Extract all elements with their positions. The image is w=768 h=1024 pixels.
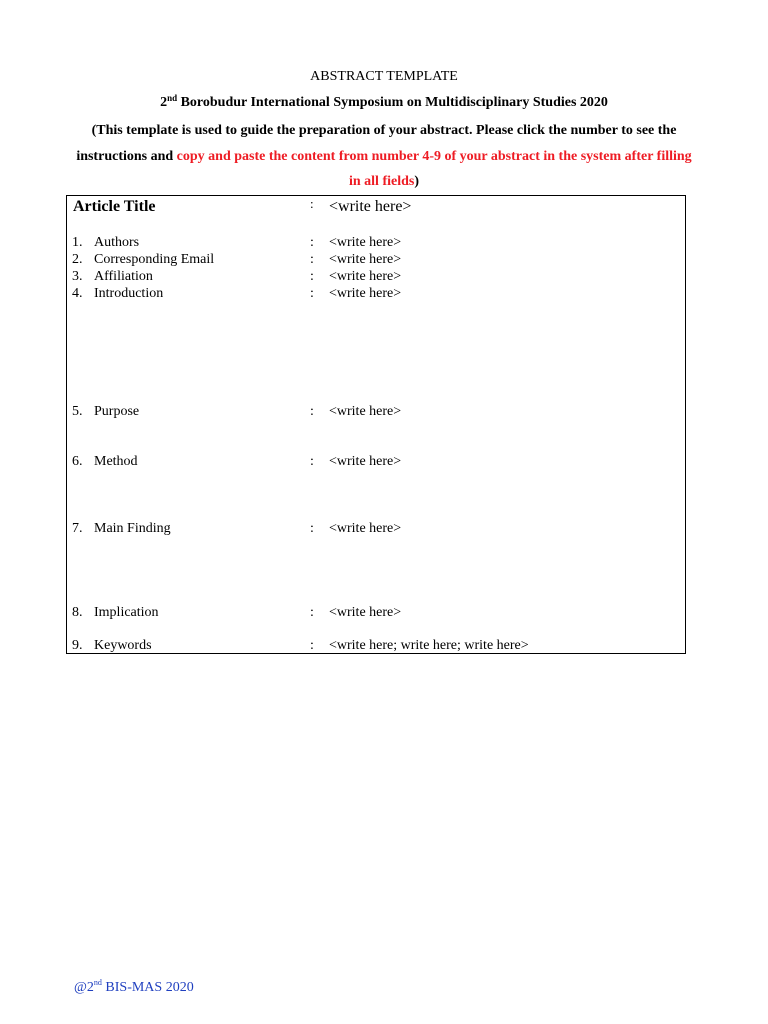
- subtitle-ordinal-number: 2: [160, 95, 168, 110]
- field-label: Corresponding Email: [94, 252, 215, 267]
- field-value[interactable]: <write here>: [329, 454, 402, 469]
- field-label: Main Finding: [94, 521, 171, 536]
- subtitle-ordinal-suffix: nd: [167, 93, 178, 103]
- footer-prefix: @2: [74, 980, 94, 995]
- article-title-value[interactable]: <write here>: [329, 198, 412, 215]
- field-label: Authors: [94, 235, 140, 250]
- field-label: Purpose: [94, 404, 140, 419]
- field-value[interactable]: <write here>: [329, 605, 402, 620]
- field-value[interactable]: <write here>: [329, 521, 402, 536]
- field-number[interactable]: 6.: [72, 454, 83, 469]
- instructions-text: (This template is used to guide the preparation of your abstract. Please click the number to see the instructions and: [76, 123, 677, 164]
- field-row-keywords: [67, 637, 685, 654]
- field-value[interactable]: <write here>: [329, 235, 402, 250]
- separator-colon: :: [310, 605, 314, 620]
- field-label: Introduction: [94, 286, 164, 301]
- field-number[interactable]: 9.: [72, 638, 83, 653]
- instructions-close-paren: ): [414, 174, 420, 189]
- article-title-label: Article Title: [73, 198, 156, 215]
- footer-ordinal-suffix: nd: [93, 978, 102, 987]
- field-value[interactable]: <write here>: [329, 404, 402, 419]
- field-value[interactable]: <write here; write here; write here>: [329, 638, 529, 653]
- field-row-affiliation: [67, 268, 685, 285]
- field-number[interactable]: 8.: [72, 605, 83, 620]
- field-label: Implication: [94, 605, 159, 620]
- field-value[interactable]: <write here>: [329, 286, 402, 301]
- article-title-row: [67, 197, 685, 217]
- field-row-authors: [67, 234, 685, 251]
- separator-colon: :: [310, 269, 314, 284]
- field-row-purpose: [67, 403, 685, 420]
- separator-colon: :: [310, 454, 314, 469]
- separator-colon: :: [310, 638, 314, 653]
- field-number[interactable]: 4.: [72, 286, 83, 301]
- field-row-corresponding-email: [67, 251, 685, 268]
- separator-colon: :: [310, 196, 314, 211]
- field-value[interactable]: <write here>: [329, 269, 402, 284]
- field-row-main-finding: [67, 520, 685, 537]
- instructions-highlight: copy and paste the content from number 4-9 of your abstract in the system after filling in all fields: [176, 148, 692, 189]
- separator-colon: :: [310, 404, 314, 419]
- field-number[interactable]: 5.: [72, 404, 83, 419]
- symposium-subtitle: [0, 94, 768, 111]
- field-value[interactable]: <write here>: [329, 252, 402, 267]
- field-row-method: [67, 453, 685, 470]
- field-label: Method: [94, 454, 138, 469]
- separator-colon: :: [310, 521, 314, 536]
- field-number[interactable]: 3.: [72, 269, 83, 284]
- footer-text: BIS-MAS 2020: [101, 980, 194, 995]
- template-instructions: [70, 118, 698, 195]
- field-number[interactable]: 2.: [72, 252, 83, 267]
- field-number[interactable]: 7.: [72, 521, 83, 536]
- document-title: ABSTRACT TEMPLATE: [310, 69, 458, 84]
- abstract-form-table: [66, 195, 686, 654]
- subtitle-text: Borobudur International Symposium on Multidisciplinary Studies 2020: [177, 95, 608, 110]
- page-footer: [74, 979, 194, 996]
- separator-colon: :: [310, 235, 314, 250]
- separator-colon: :: [310, 286, 314, 301]
- field-label: Affiliation: [94, 269, 153, 284]
- field-row-implication: [67, 604, 685, 621]
- field-row-introduction: [67, 285, 685, 302]
- separator-colon: :: [310, 252, 314, 267]
- field-number[interactable]: 1.: [72, 235, 83, 250]
- field-label: Keywords: [94, 638, 152, 653]
